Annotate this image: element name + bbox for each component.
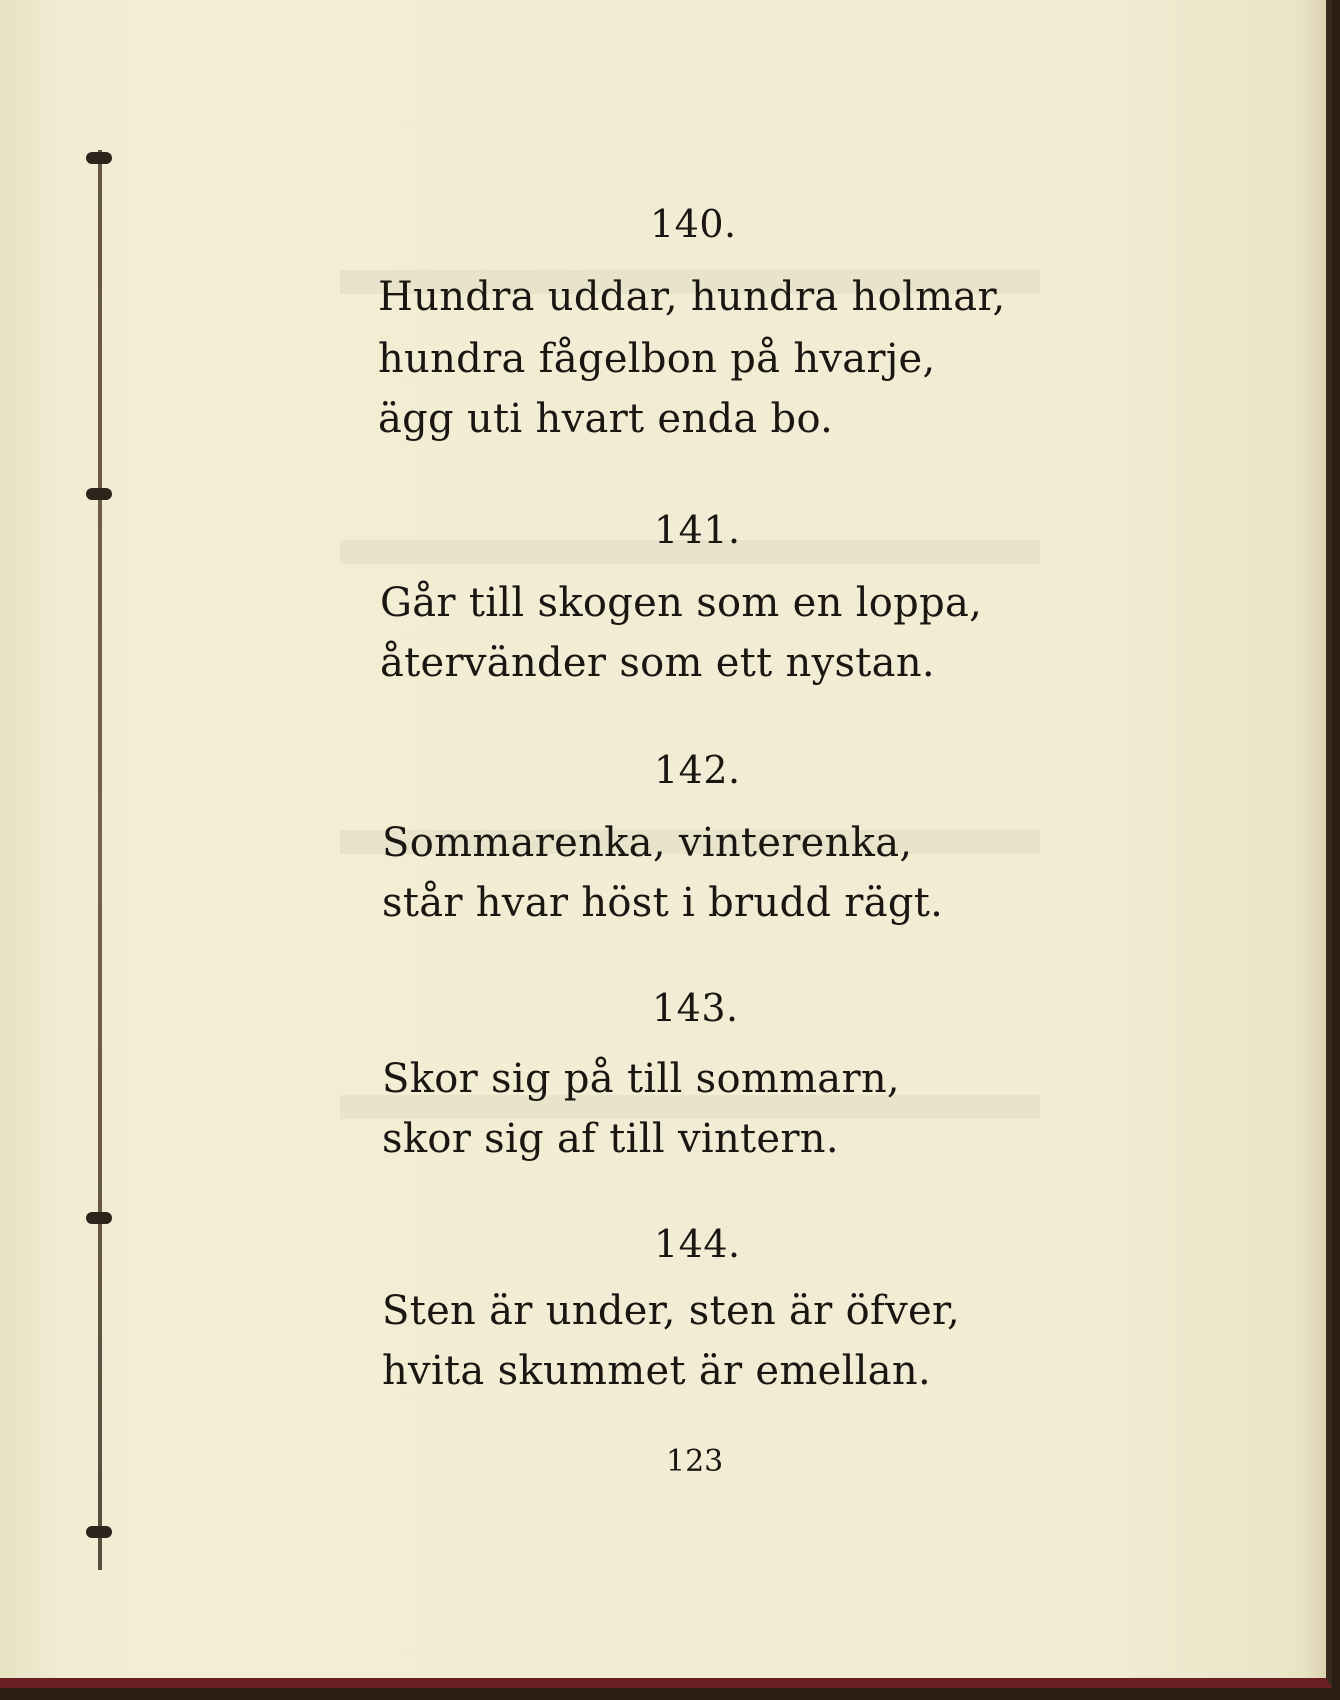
riddle-line: står hvar höst i brudd rägt. — [382, 880, 944, 926]
riddle-line: skor sig af till vintern. — [382, 1116, 839, 1162]
riddle-line: hundra fågelbon på hvarje, — [378, 336, 936, 382]
riddle-line: återvänder som ett nystan. — [380, 640, 935, 686]
riddle-line: hvita skummet är emellan. — [382, 1348, 932, 1394]
binding-stitch — [86, 1212, 112, 1224]
riddle-number: 141. — [654, 508, 741, 552]
page-number: 123 — [666, 1444, 724, 1479]
riddle-line: Skor sig på till sommarn, — [382, 1056, 900, 1102]
riddle-number: 144. — [654, 1222, 741, 1266]
riddle-number: 140. — [650, 202, 737, 246]
riddle-line: Hundra uddar, hundra holmar, — [378, 274, 1006, 320]
page-spine — [98, 150, 102, 1570]
binding-stitch — [86, 488, 112, 500]
riddle-line: Sommarenka, vinterenka, — [382, 820, 913, 866]
binding-stitch — [86, 152, 112, 164]
riddle-line: Går till skogen som en loppa, — [380, 580, 983, 626]
riddle-number: 142. — [654, 748, 741, 792]
riddle-line: ägg uti hvart enda bo. — [378, 396, 834, 442]
riddle-line: Sten är under, sten är öfver, — [382, 1288, 960, 1334]
riddle-number: 143. — [652, 986, 739, 1030]
binding-stitch — [86, 1526, 112, 1538]
